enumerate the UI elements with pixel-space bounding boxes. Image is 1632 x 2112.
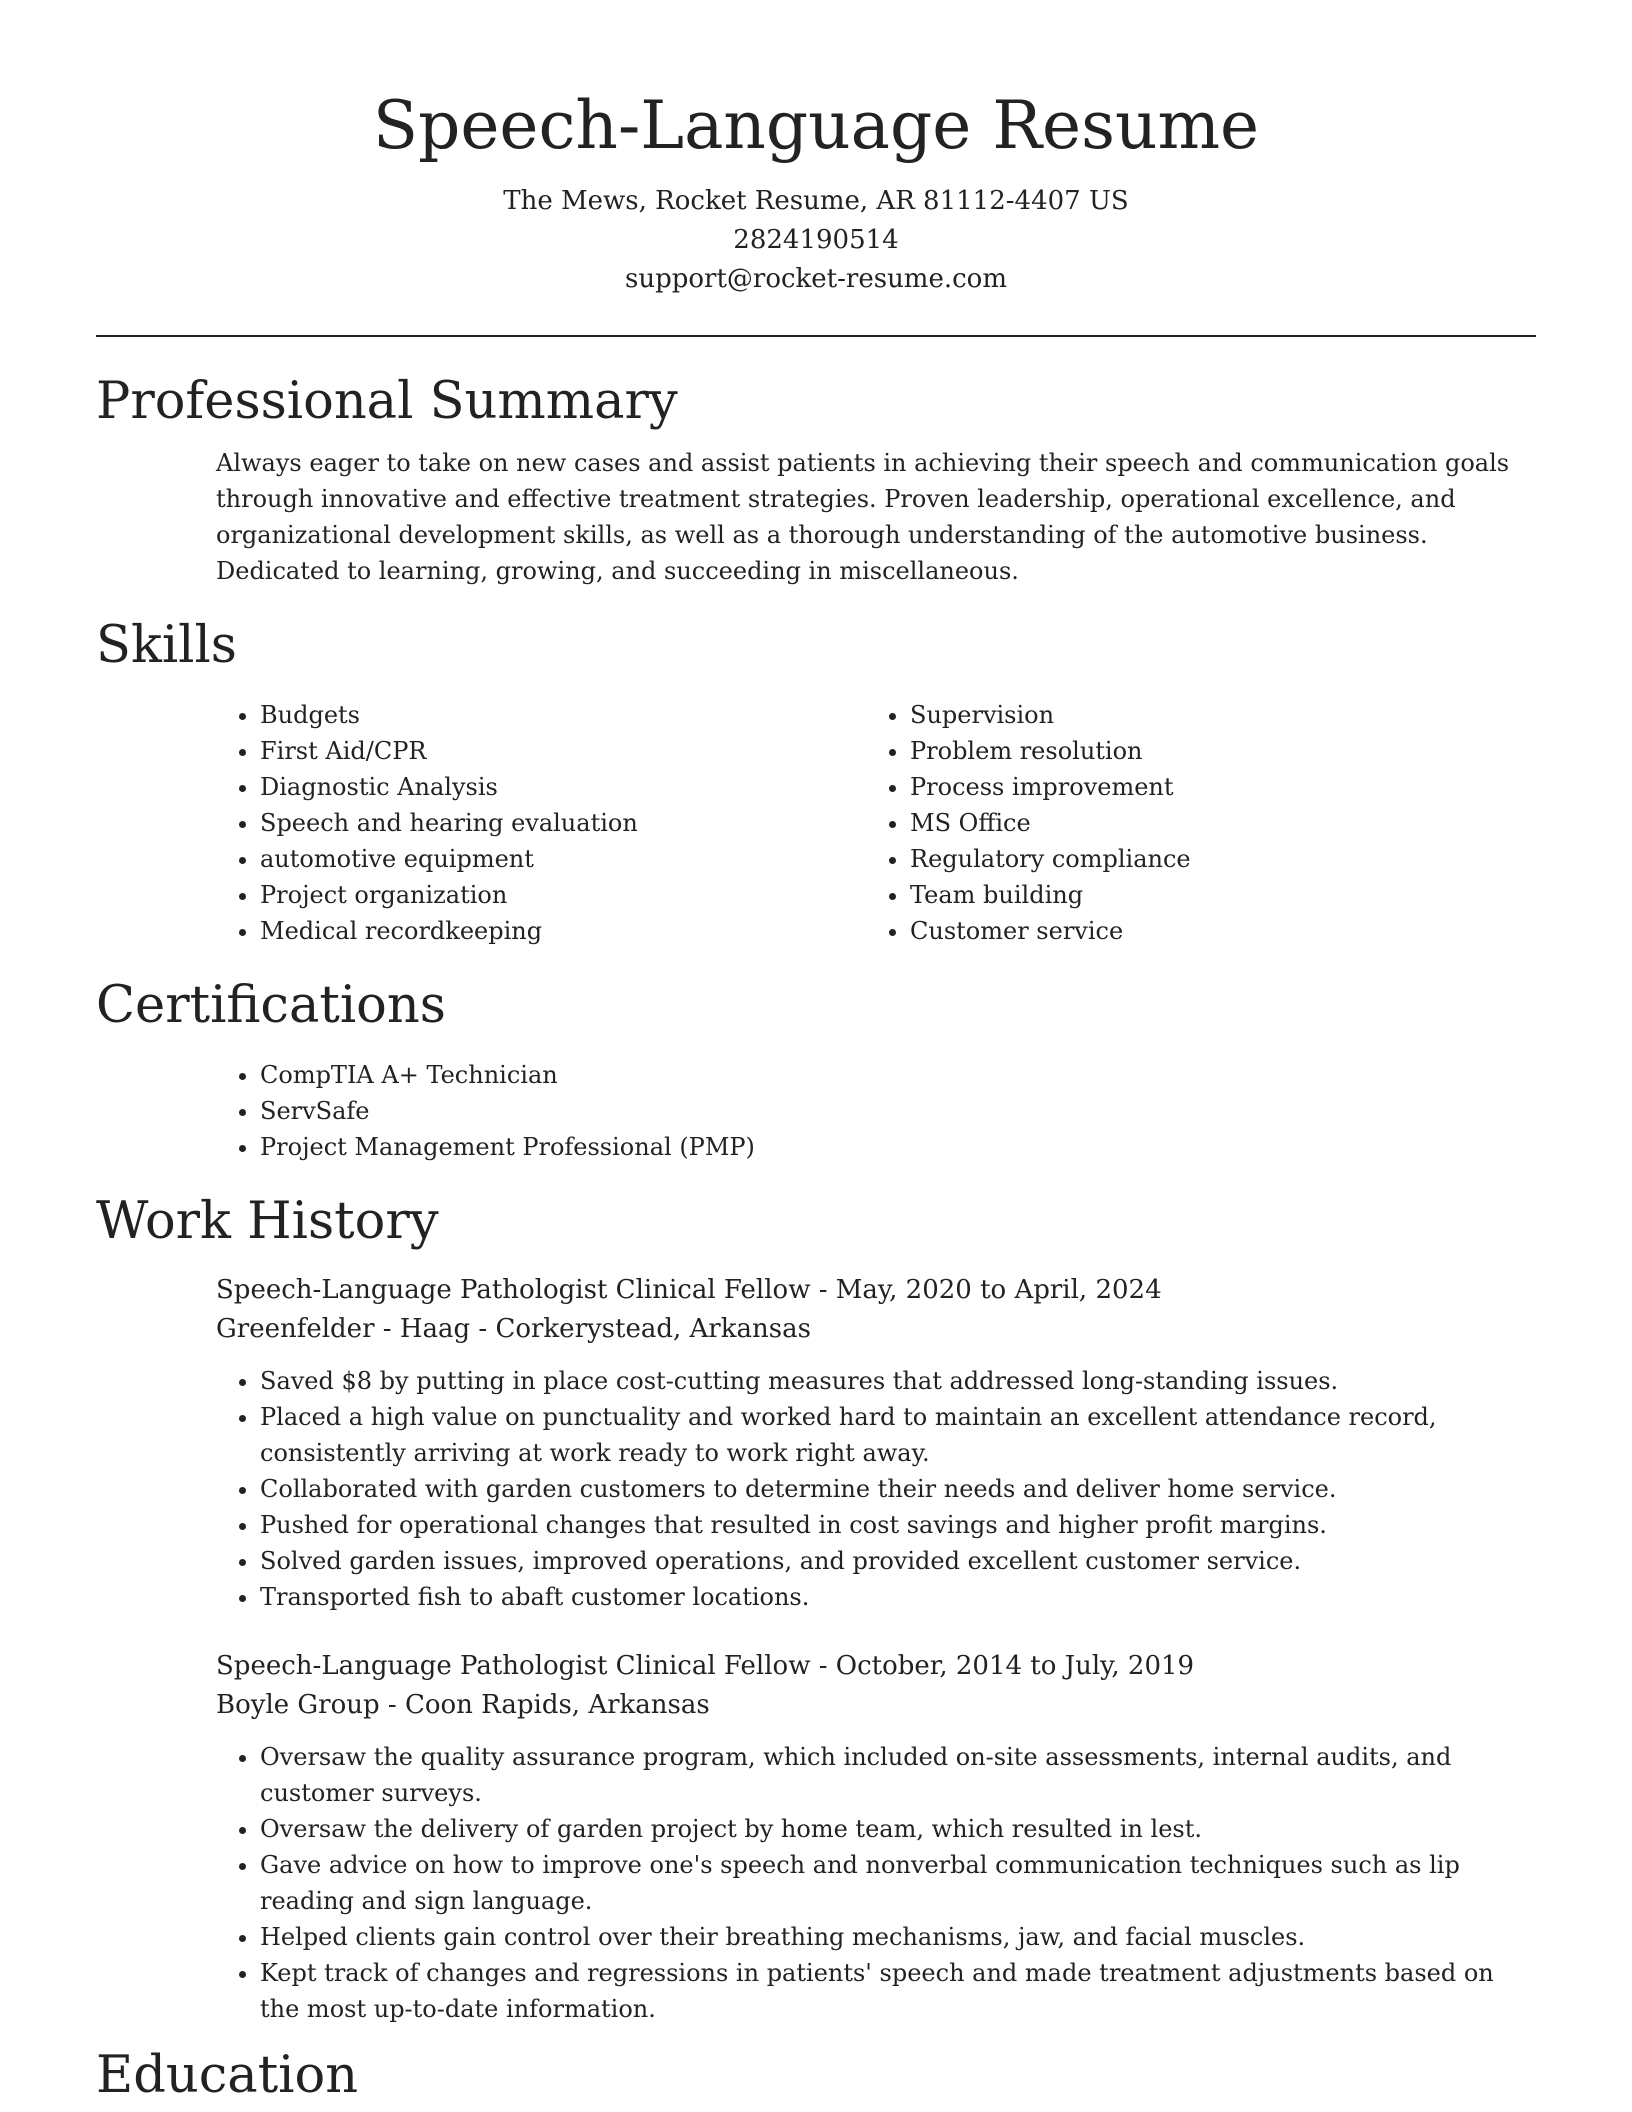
- skills-list-left: [216, 697, 866, 949]
- job-entry: [216, 1647, 1536, 2027]
- resume-title: Speech-Language Resume: [372, 87, 1260, 164]
- job-title-line: Speech-Language Pathologist Clinical Fellow - May, 2020 to April, 2024: [216, 1275, 1162, 1305]
- skills-list-right: [866, 697, 1516, 949]
- skill-item: • Medical recordkeeping: [260, 913, 866, 949]
- resume-page: [96, 0, 1536, 2107]
- skill-item: • Customer service: [910, 913, 1516, 949]
- certification-item: • CompTIA A+ Technician: [260, 1057, 1536, 1093]
- certification-item: • Project Management Professional (PMP): [260, 1129, 1536, 1165]
- skill-item: • Process improvement: [910, 769, 1516, 805]
- skill-item: • Project organization: [260, 877, 866, 913]
- job-bullet: • Transported fish to abaft customer locations.: [260, 1579, 1536, 1615]
- contact-phone: 2824190514: [733, 225, 899, 255]
- summary-heading: Professional Summary: [96, 372, 678, 431]
- job-company-line: Greenfelder - Haag - Corkerystead, Arkansas: [216, 1314, 811, 1344]
- job-bullet: • Placed a high value on punctuality and worked hard to maintain an excellent attendance record, consistently arriving at work ready to work right away.: [260, 1399, 1536, 1471]
- skills-heading: Skills: [96, 616, 237, 675]
- skill-item: • Regulatory compliance: [910, 841, 1516, 877]
- skill-item: • Budgets: [260, 697, 866, 733]
- education-heading: Education: [96, 2046, 359, 2105]
- job-bullets: [216, 1739, 1536, 2027]
- job-bullet: • Solved garden issues, improved operations, and provided excellent customer service.: [260, 1543, 1536, 1579]
- work-history-heading: Work History: [96, 1192, 439, 1251]
- skill-item: • Problem resolution: [910, 733, 1516, 769]
- skills-section: [96, 615, 1536, 949]
- job-bullet: • Helped clients gain control over their breathing mechanisms, jaw, and facial muscles.: [260, 1919, 1536, 1955]
- work-history-section: [96, 1191, 1536, 2027]
- skill-item: • First Aid/CPR: [260, 733, 866, 769]
- skill-item: • Diagnostic Analysis: [260, 769, 866, 805]
- certifications-section: [96, 975, 1536, 1165]
- job-entry: [216, 1271, 1536, 1615]
- job-bullet: • Oversaw the delivery of garden project by home team, which resulted in lest.: [260, 1811, 1536, 1847]
- contact-email: support@rocket-resume.com: [624, 264, 1007, 294]
- skills-columns: [216, 697, 1536, 949]
- job-bullets: [216, 1363, 1536, 1615]
- job-bullet: • Gave advice on how to improve one's speech and nonverbal communication techniques such as lip reading and sign language.: [260, 1847, 1536, 1919]
- job-bullet: • Collaborated with garden customers to determine their needs and deliver home service.: [260, 1471, 1536, 1507]
- certifications-list: [216, 1057, 1536, 1165]
- job-company-line: Boyle Group - Coon Rapids, Arkansas: [216, 1690, 710, 1720]
- skill-item: • Speech and hearing evaluation: [260, 805, 866, 841]
- summary-text: Always eager to take on new cases and assist patients in achieving their speech and communication goals through innovative and effective treatment strategies. Proven leadership, operational excellence, and organizational development skills, as well as a thorough understanding of the automotive business. Dedicated to learning, growing, and succeeding in miscellaneous.: [216, 449, 1510, 585]
- certification-item: • ServSafe: [260, 1093, 1536, 1129]
- job-bullet: • Kept track of changes and regressions in patients' speech and made treatment adjustments based on the most up-to-date information.: [260, 1955, 1536, 2027]
- job-bullet: • Oversaw the quality assurance program, which included on-site assessments, internal audits, and customer surveys.: [260, 1739, 1536, 1811]
- job-title-line: Speech-Language Pathologist Clinical Fellow - October, 2014 to July, 2019: [216, 1651, 1195, 1681]
- job-bullet: • Pushed for operational changes that resulted in cost savings and higher profit margins.: [260, 1507, 1536, 1543]
- skill-item: • Team building: [910, 877, 1516, 913]
- certifications-heading: Certifications: [96, 976, 446, 1035]
- skill-item: • Supervision: [910, 697, 1516, 733]
- job-bullet: • Saved $8 by putting in place cost-cutting measures that addressed long-standing issues.: [260, 1363, 1536, 1399]
- contact-address: The Mews, Rocket Resume, AR 81112-4407 US: [503, 186, 1129, 216]
- contact-block: [96, 182, 1536, 299]
- summary-section: [96, 371, 1536, 589]
- skill-item: • MS Office: [910, 805, 1516, 841]
- skill-item: • automotive equipment: [260, 841, 866, 877]
- education-section: [96, 2045, 1536, 2107]
- header-divider: [96, 335, 1536, 337]
